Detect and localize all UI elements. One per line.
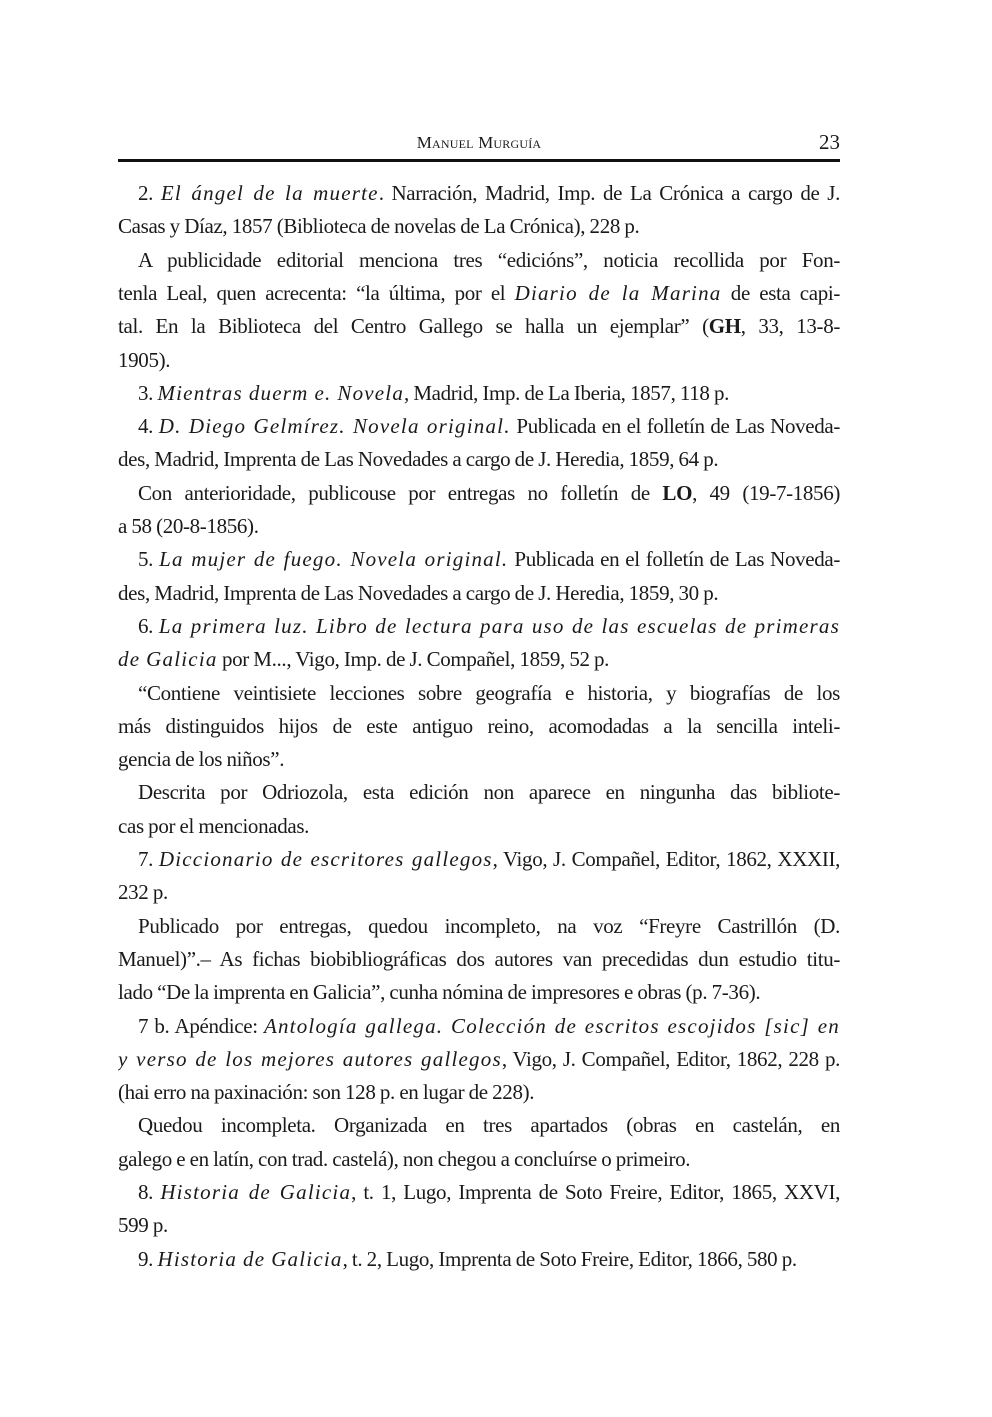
text-line: [118, 811, 840, 841]
italic-title: de Galicia: [118, 647, 218, 672]
text-line: [118, 578, 840, 608]
text-segment: “Contiene veintisiete lecciones sobre geografía e historia, y biografías de los: [138, 680, 840, 705]
text-segment: , t. 1, Lugo, Imprenta de Soto Freire, Editor, 1865, XXVI,: [351, 1180, 840, 1204]
text-segment: 7 b. Apéndice:: [138, 1013, 264, 1038]
text-line: [138, 844, 840, 874]
italic-title: Diario de la Marina: [514, 280, 722, 305]
header-rule: [118, 159, 840, 162]
text-segment: Descrita por Odriozola, esta edición non aparece en ningunha das bibliote-: [138, 780, 840, 805]
text-line: [138, 611, 840, 641]
text-segment: tenla Leal, quen acrecenta: “la última, por el: [118, 280, 515, 305]
text-segment: des, Madrid, Imprenta de Las Novedades a cargo de J. Heredia, 1859, 64 p.: [118, 447, 719, 472]
text-line: [118, 211, 840, 241]
running-header-title: Manuel Murguía: [416, 133, 542, 152]
text-line: [138, 777, 840, 807]
text-line: [138, 378, 840, 408]
text-line: [118, 877, 840, 907]
text-line: [118, 278, 840, 308]
text-segment: , t. 2, Lugo, Imprenta de Soto Freire, Editor, 1866, 580 p.: [342, 1246, 797, 1271]
text-line: [118, 1144, 840, 1174]
text-segment: por M..., Vigo, Imp. de J. Compañel, 1859, 52 p.: [217, 647, 610, 672]
text-line: [118, 511, 840, 541]
text-segment: tal. En la Biblioteca del Centro Gallego se halla un ejemplar” (: [118, 314, 709, 339]
text-segment: lado “De la imprenta en Galicia”, cunha nómina de impresores e obras (p. 7-36).: [118, 980, 761, 1005]
text-segment: Con anterioridade, publicouse por entregas no folletín de: [138, 480, 663, 505]
text-line: [118, 977, 840, 1007]
italic-title: Historia de Galicia: [157, 1246, 343, 1271]
text-line: [118, 1044, 840, 1074]
text-segment: más distinguidos hijos de este antiguo reino, acomodadas a la sencilla inteli-: [118, 713, 840, 738]
text-line: [138, 544, 840, 574]
text-segment: , Madrid, Imp. de La Iberia, 1857, 118 p.: [404, 380, 729, 405]
text-line: [118, 1210, 840, 1240]
italic-title: D. Diego Gelmírez. Novela original.: [158, 414, 511, 439]
italic-title: Historia de Galicia: [160, 1180, 352, 1204]
text-segment: Publicado por entregas, quedou incompleto, na voz “Freyre Castrillón (D.: [138, 913, 840, 938]
text-segment: , Vigo, J. Compañel, Editor, 1862, 228 p.: [501, 1046, 840, 1071]
text-line: [138, 1244, 840, 1274]
text-segment: Quedou incompleta. Organizada en tres apartados (obras en castelán, en: [138, 1113, 840, 1138]
italic-title: La mujer de fuego. Novela original.: [159, 547, 509, 572]
italic-title: Diccionario de escritores gallegos: [158, 847, 493, 871]
italic-title: y verso de los mejores autores gallegos: [118, 1046, 502, 1071]
text-line: [138, 1177, 840, 1207]
bold-abbreviation: GH: [708, 314, 741, 339]
italic-title: El ángel de la muerte: [160, 181, 379, 205]
text-segment: Publicada en el folletín de Las Noveda-: [510, 414, 840, 439]
text-segment: Publicada en el folletín de Las Noveda-: [508, 547, 840, 572]
text-segment: des, Madrid, Imprenta de Las Novedades a cargo de J. Heredia, 1859, 30 p.: [118, 580, 719, 605]
text-segment: 599 p.: [118, 1213, 168, 1238]
text-segment: 232 p.: [118, 880, 168, 905]
text-line: [138, 678, 840, 708]
bold-abbreviation: LO: [662, 480, 693, 505]
text-segment: 4.: [138, 414, 159, 439]
text-segment: 5.: [138, 547, 160, 572]
text-line: [138, 245, 840, 275]
text-line: [118, 444, 840, 474]
text-segment: (hai erro na paxinación: son 128 p. en lugar de 228).: [118, 1080, 535, 1105]
text-segment: 1905).: [118, 347, 171, 372]
text-line: [118, 711, 840, 741]
italic-title: Antología gallega. Colección de escritos escojidos [sic] en: [263, 1013, 840, 1038]
text-segment: a 58 (20-8-1856).: [118, 514, 259, 538]
text-segment: 9.: [138, 1246, 158, 1271]
text-segment: Casas y Díaz, 1857 (Biblioteca de novelas de La Crónica), 228 p.: [118, 214, 640, 239]
text-segment: Manuel)”.– As fichas biobibliográficas dos autores van precedidas dun estudio titu-: [118, 946, 840, 971]
text-segment: , 33, 13-8-: [740, 314, 840, 339]
text-line: [138, 1011, 840, 1041]
text-segment: 6.: [138, 613, 159, 638]
text-segment: , Vigo, J. Compañel, Editor, 1862, XXXII,: [492, 847, 840, 871]
text-segment: A publicidade editorial menciona tres “edicións”, noticia recollida por Fon-: [138, 247, 840, 272]
text-line: [118, 644, 840, 674]
text-line: [118, 345, 840, 375]
text-line: [118, 1077, 840, 1107]
text-line: [118, 944, 840, 974]
text-segment: , 49 (19-7-1856): [692, 480, 840, 505]
italic-title: Mientras duerm e. Novela: [157, 380, 405, 405]
text-segment: 2.: [138, 181, 161, 205]
text-segment: 7.: [138, 847, 159, 871]
text-segment: galego e en latín, con trad. castelá), non chegou a concluírse o primeiro.: [118, 1146, 691, 1171]
text-segment: cas por el mencionadas.: [118, 813, 310, 838]
text-line: [118, 744, 840, 774]
text-segment: de esta capi-: [721, 280, 840, 305]
text-segment: 3.: [138, 380, 158, 405]
text-line: [138, 178, 840, 208]
page-number: 23: [819, 130, 840, 154]
italic-title: La primera luz. Libro de lectura para uso de las escuelas de primeras: [158, 613, 840, 638]
text-segment: gencia de los niños”.: [118, 747, 285, 772]
text-line: [138, 411, 840, 441]
text-line: [138, 478, 840, 508]
text-line: [118, 311, 840, 341]
text-segment: . Narración, Madrid, Imp. de La Crónica a cargo de J.: [378, 181, 840, 205]
text-line: [138, 1110, 840, 1140]
text-line: [138, 911, 840, 941]
text-segment: 8.: [138, 1180, 161, 1204]
